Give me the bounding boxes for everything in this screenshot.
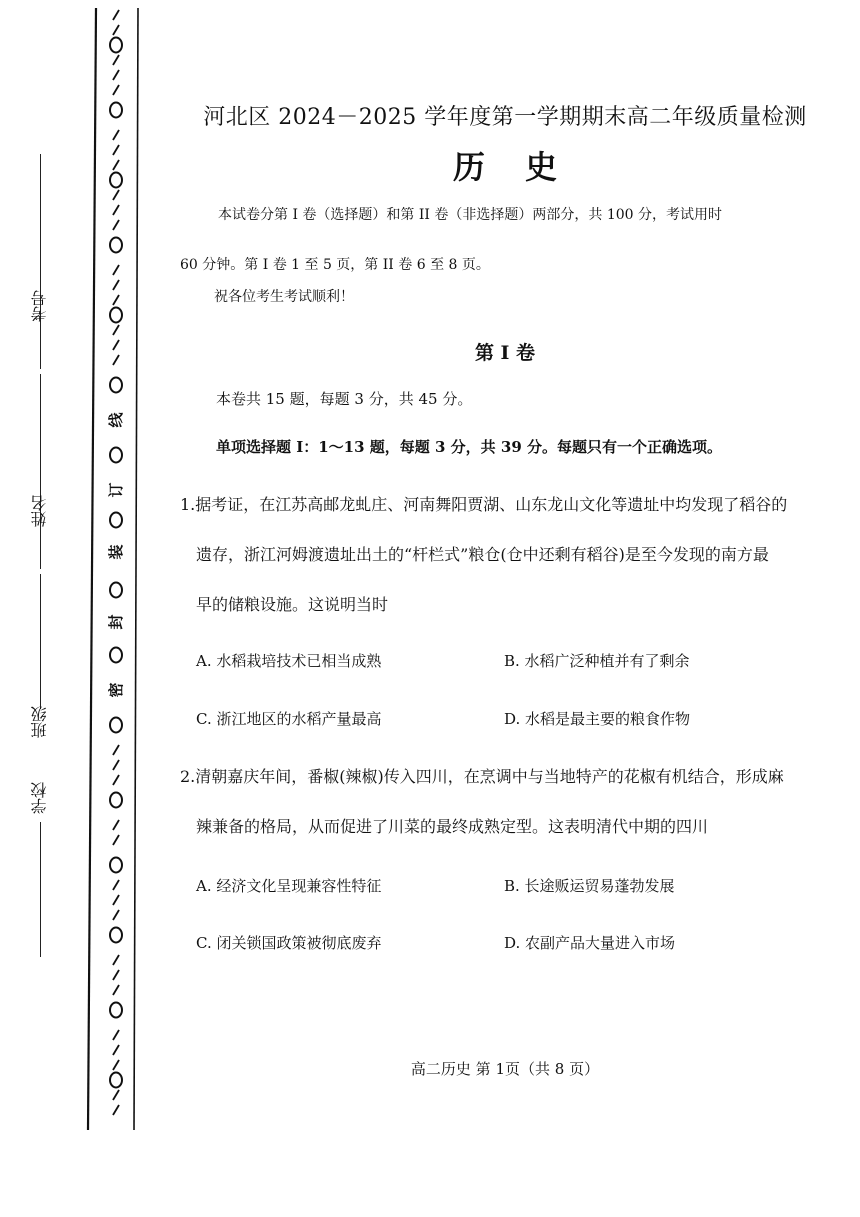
- question-2-stem: [180, 752, 830, 852]
- instructions-line-2: 60 分钟。第 I 卷 1 至 5 页，第 II 卷 6 至 8 页。: [180, 257, 490, 273]
- question-1-number: 1.: [180, 495, 196, 514]
- school-label-wrap: [20, 782, 60, 814]
- seal-slash-29: [113, 1030, 119, 1040]
- seal-slash-2: [113, 25, 119, 35]
- question-2-stem-line-2: 辣兼备的格局，从而促进了川菜的最终成熟定型。这表明清代中期的四川: [196, 817, 709, 836]
- question-1: [180, 480, 830, 630]
- seal-slash-30: [113, 1045, 119, 1055]
- seal-slash-7: [113, 145, 119, 155]
- seal-circle-11: [110, 718, 122, 733]
- question-2: [180, 752, 830, 852]
- seal-char-1: 线: [107, 412, 125, 428]
- seal-char-2: 订: [107, 482, 125, 498]
- seal-slash-18: [113, 745, 119, 755]
- seal-slash-20: [113, 775, 119, 785]
- question-1-option-b[interactable]: B. 水稻广泛种植并有了剩余: [504, 652, 690, 670]
- seal-slash-9: [113, 190, 119, 200]
- seal-line-strip: [74, 0, 164, 1217]
- seal-slash-1: [113, 10, 119, 20]
- seal-slash-21: [113, 820, 119, 830]
- question-2-option-a[interactable]: A. 经济文化呈现兼容性特征: [196, 877, 382, 895]
- seal-circle-15: [110, 1003, 122, 1018]
- exam-page: [180, 0, 840, 1217]
- exam-title: 河北区 2024－2025 学年度第一学期期末高二年级质量检测: [203, 105, 807, 130]
- seal-slash-8: [113, 160, 119, 170]
- seal-slash-15: [113, 325, 119, 335]
- question-1-stem-line-1: 据考证，在江苏高邮龙虬庄、河南舞阳贾湖、山东龙山文化等遗址中均发现了稻谷的: [195, 495, 788, 514]
- seal-slash-32: [113, 1090, 119, 1100]
- school-line: [40, 822, 41, 957]
- question-1-stem: [180, 480, 830, 630]
- page-footer: 高二历史 第 1页（共 8 页）: [410, 1060, 600, 1078]
- exam-number-label-wrap: [20, 290, 60, 322]
- section-rule: 单项选择题 I：1～13 题，每题 3 分，共 39 分。每题只有一个正确选项。: [216, 438, 722, 456]
- seal-slash-11: [113, 220, 119, 230]
- seal-slash-23: [113, 880, 119, 890]
- subject-title: 历史: [452, 148, 597, 186]
- seal-slash-12: [113, 265, 119, 275]
- seal-slash-26: [113, 955, 119, 965]
- name-field[interactable]: [20, 370, 60, 569]
- binding-margin-fields: [0, 0, 80, 1217]
- seal-slash-14: [113, 295, 119, 305]
- section-title: 第 I 卷: [474, 342, 536, 364]
- seal-slash-3: [113, 55, 119, 65]
- seal-border-right: [134, 8, 138, 1130]
- question-2-option-c[interactable]: C. 闭关锁国政策被彻底废弃: [196, 934, 382, 952]
- question-1-stem-line-2: 遗存，浙江河姆渡遗址出土的“杆栏式”粮仓(仓中还剩有稻谷)是至今发现的南方最: [196, 545, 769, 564]
- seal-circle-2: [110, 103, 122, 118]
- seal-slash-22: [113, 835, 119, 845]
- seal-circle-16: [110, 1073, 122, 1088]
- class-line: [40, 574, 41, 709]
- class-label-wrap: [20, 706, 60, 738]
- seal-slash-16: [113, 340, 119, 350]
- seal-circle-6: [110, 378, 122, 393]
- seal-border-left: [88, 8, 96, 1130]
- seal-char-4: 封: [107, 614, 125, 630]
- name-line: [40, 374, 41, 569]
- question-2-option-b[interactable]: B. 长途贩运贸易蓬勃发展: [504, 877, 675, 895]
- seal-slash-4: [113, 70, 119, 80]
- seal-slash-13: [113, 280, 119, 290]
- seal-circle-13: [110, 858, 122, 873]
- question-1-option-c[interactable]: C. 浙江地区的水稻产量最高: [196, 710, 382, 728]
- seal-slash-28: [113, 985, 119, 995]
- seal-slash-24: [113, 895, 119, 905]
- seal-slash-17: [113, 355, 119, 365]
- seal-slash-10: [113, 205, 119, 215]
- seal-pattern: [110, 10, 122, 1115]
- school-field[interactable]: [20, 818, 60, 957]
- class-label: 班级: [30, 706, 49, 738]
- seal-circle-9: [110, 583, 122, 598]
- seal-slash-33: [113, 1105, 119, 1115]
- seal-circle-4: [110, 238, 122, 253]
- seal-slash-6: [113, 130, 119, 140]
- question-2-stem-line-1: 清朝嘉庆年间，番椒(辣椒)传入四川，在烹调中与当地特产的花椒有机结合，形成麻: [195, 767, 784, 786]
- section-description: 本卷共 15 题，每题 3 分，共 45 分。: [216, 390, 473, 408]
- instructions-line-1: 本试卷分第 I 卷（选择题）和第 II 卷（非选择题）两部分，共 100 分，考试用时: [218, 207, 723, 223]
- question-1-option-a[interactable]: A. 水稻栽培技术已相当成熟: [196, 652, 382, 670]
- seal-slash-31: [113, 1060, 119, 1070]
- question-1-stem-line-3: 早的储粮设施。这说明当时: [196, 595, 389, 614]
- name-label-wrap: [20, 495, 60, 527]
- question-2-option-d[interactable]: D. 农副产品大量进入市场: [504, 934, 676, 952]
- class-field[interactable]: [20, 570, 60, 709]
- seal-char-3: 装: [107, 544, 125, 560]
- exam-number-line: [40, 154, 41, 369]
- name-label: 姓名: [30, 495, 49, 527]
- seal-slash-5: [113, 85, 119, 95]
- seal-circle-14: [110, 928, 122, 943]
- good-luck-note: 祝各位考生考试顺利！: [214, 289, 354, 305]
- exam-instructions: [180, 190, 820, 290]
- school-label: 学校: [30, 782, 49, 814]
- seal-circle-1: [110, 38, 122, 53]
- seal-char-5: 密: [107, 682, 125, 698]
- question-1-option-d[interactable]: D. 水稻是最主要的粮食作物: [504, 710, 691, 728]
- seal-circle-8: [110, 513, 122, 528]
- seal-circle-5: [110, 308, 122, 323]
- seal-circle-3: [110, 173, 122, 188]
- seal-circle-12: [110, 793, 122, 808]
- seal-slash-25: [113, 910, 119, 920]
- seal-circle-7: [110, 448, 122, 463]
- exam-number-label: 考号: [30, 290, 49, 322]
- question-2-number: 2.: [180, 767, 196, 786]
- exam-number-field[interactable]: [20, 150, 60, 369]
- seal-slash-27: [113, 970, 119, 980]
- seal-circle-10: [110, 648, 122, 663]
- seal-slash-19: [113, 760, 119, 770]
